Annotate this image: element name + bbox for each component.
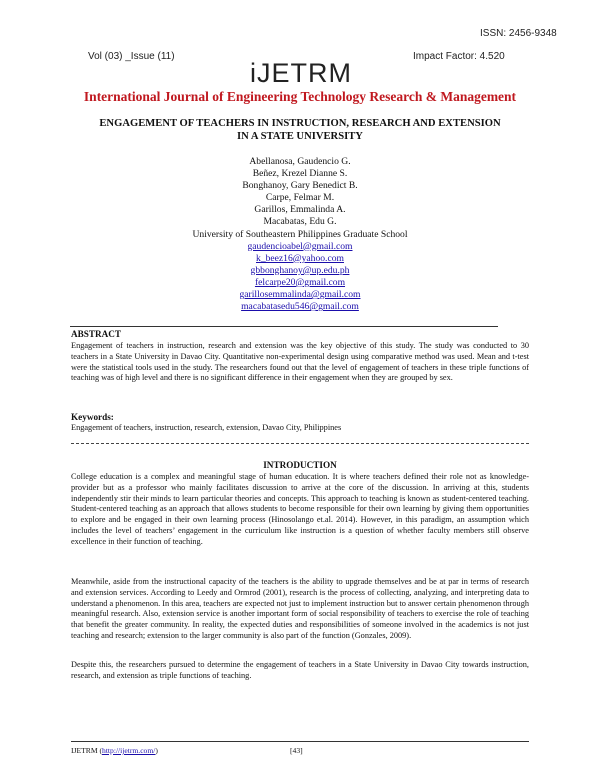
keywords-heading: Keywords: — [71, 412, 114, 422]
journal-name: International Journal of Engineering Technology Research & Management — [83, 89, 517, 104]
affiliation: University of Southeastern Philippines Graduate School — [192, 228, 408, 240]
footer-divider — [71, 741, 529, 742]
introduction-heading: INTRODUCTION — [263, 460, 337, 470]
keywords-divider — [71, 443, 529, 444]
page-number: [43] — [290, 746, 303, 755]
issn-label: ISSN: 2456-9348 — [480, 28, 557, 39]
footer-journal — [71, 746, 158, 755]
email-link[interactable]: macabatasedu546@gmail.com — [241, 301, 359, 313]
paper-title-line-1: ENGAGEMENT OF TEACHERS IN INSTRUCTION, RESEARCH AND EXTENSION — [99, 118, 501, 129]
paper-title-line-2: IN A STATE UNIVERSITY — [237, 131, 363, 142]
email-link[interactable]: gaudencioabel@gmail.com — [247, 240, 353, 252]
author-name: Abellanosa, Gaudencio G. — [249, 156, 351, 167]
email-link[interactable]: k_beez16@yahoo.com — [256, 252, 344, 264]
footer-prefix: IJETRM ( — [71, 746, 103, 755]
impact-factor-label: Impact Factor: 4.520 — [413, 51, 505, 62]
journal-logo: iJETRM — [250, 58, 352, 88]
abstract-divider — [70, 326, 498, 327]
volume-issue-label: Vol (03) _Issue (11) — [88, 51, 175, 62]
footer-link[interactable]: http://ijetrm.com/ — [102, 746, 156, 755]
email-link[interactable]: garillosemmalinda@gmail.com — [239, 289, 361, 301]
footer-suffix: ) — [155, 746, 158, 755]
author-name: Garillos, Emmalinda A. — [254, 204, 346, 216]
introduction-paragraph-2: Meanwhile, aside from the instructional capacity of the teachers is the ability to upgrade themselves and be at par in terms of research and extension services. According to Leedy and Ormrod (2001), research is the process of collecting, analyzing, and interpreting data to understand a phenomenon. In this area, teachers are expected not just to implement instruction but to answer certain phenomenon through meaningful research. Also, extension service is another important form of social responsibility of teachers to exercise the role of teaching that benefit the greater community. In reality, the expected duties and responsibilities of someone involved in the academics is not just teaching and research; extension to the larger community is also part of the function (Gonzales, 2009). — [71, 577, 529, 640]
email-link[interactable]: felcarpe20@gmail.com — [254, 276, 346, 288]
author-name: Macabatas, Edu G. — [263, 216, 337, 228]
keywords-text: Engagement of teachers, instruction, research, extension, Davao City, Philippines — [71, 423, 342, 432]
author-name: Beñez, Krezel Dianne S. — [252, 168, 348, 180]
introduction-paragraph-3: Despite this, the researchers pursued to determine the engagement of teachers in a State University in Davao City towards instruction, research, and extension as triple functions of teaching. — [71, 660, 529, 680]
introduction-paragraph-1: College education is a complex and meaningful stage of human education. It is where teachers defined their role not as knowledge-provider but as a professor who mainly facilitates discussion to arrive at the core of the discussion. In arriving at this, students independently stir their minds to learn particular theories and concepts. This approach to teaching is known as student-centered teaching. Student-centered teaching as an approach that allows students to become responsible for their own learning by giving them opportunities to explore and be engaged in their own learning process (Hinosolango et.al. 2014). However, in this paradigm, an assumption which includes the level of teachers’ engagement in the curriculum like instruction is a question of whether faculty members still observe excellence in their function of teaching. — [71, 472, 529, 546]
abstract-heading: ABSTRACT — [71, 329, 122, 339]
author-name: Bonghanoy, Gary Benedict B. — [242, 180, 358, 192]
author-name: Carpe, Felmar M. — [265, 192, 335, 204]
abstract-text: Engagement of teachers in instruction, research and extension was the key objective of this study. The study was conducted to 30 teachers in a State University in Davao City. Quantitative non-experimental design using comparative method was used. Mean and t-test were the statistical tools used in the study. The researchers found out that the level of engagement of teachers in these triple functions of teaching was of high level and there is no significant difference in their engagement when they are grouped by sex. — [71, 341, 529, 383]
paper-title — [60, 117, 540, 143]
author-block — [100, 156, 500, 313]
email-link[interactable]: gbbonghanoy@up.edu.ph — [250, 264, 350, 276]
